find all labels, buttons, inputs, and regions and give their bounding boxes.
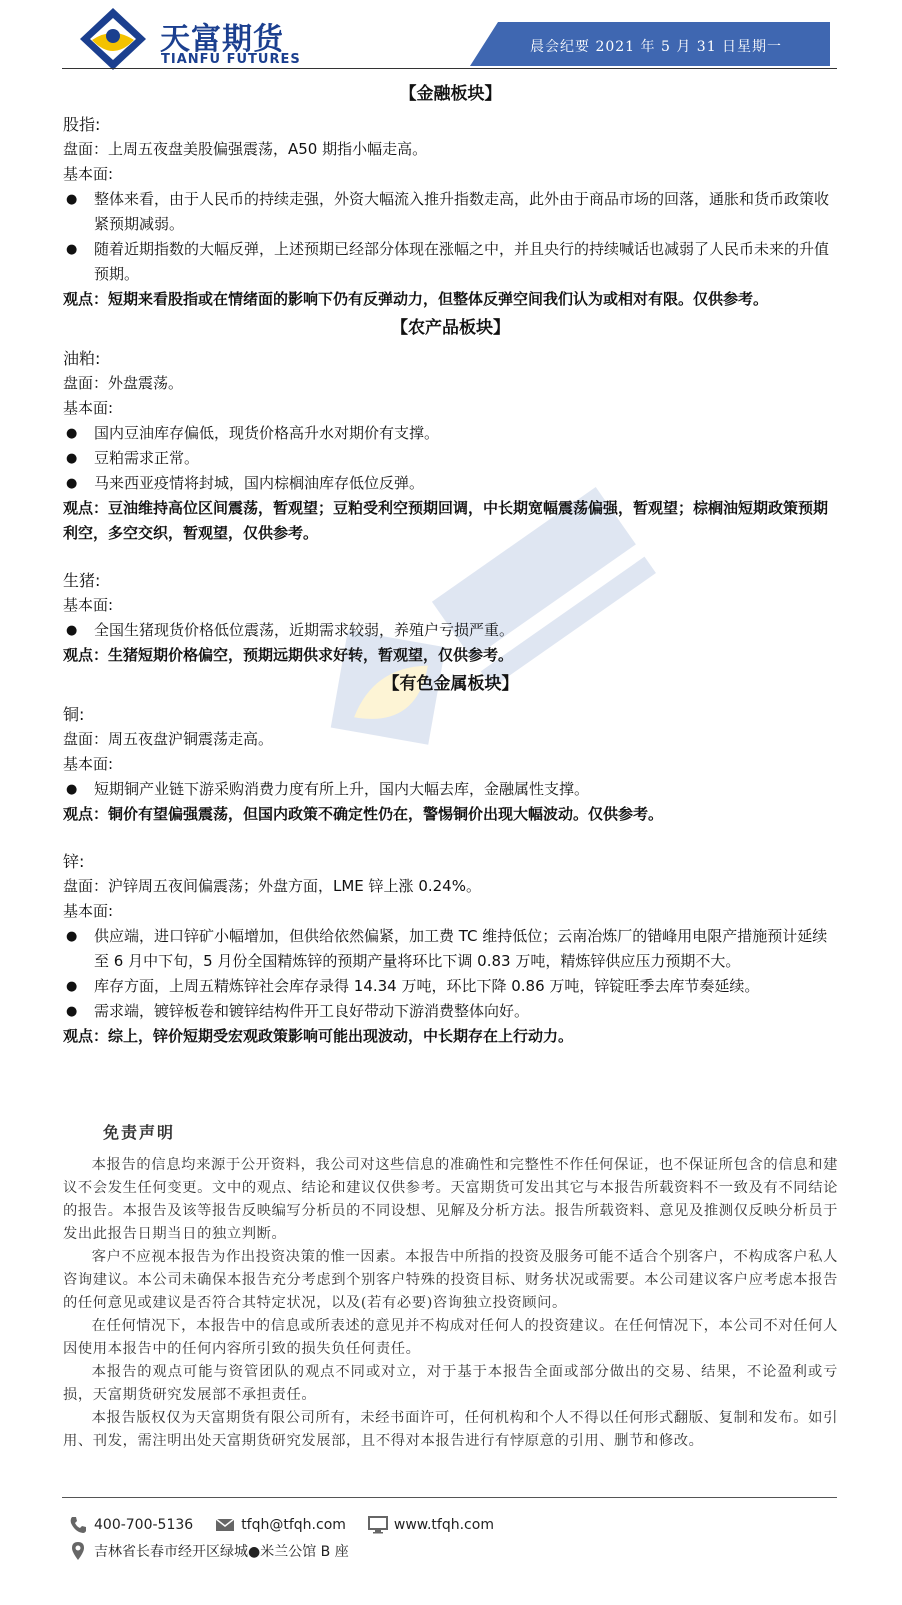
bullet-item: ● 国内豆油库存偏低，现货价格高升水对期价有支撑。 [63, 421, 838, 446]
view-text: 观点：生猪短期价格偏空，预期远期供求好转，暂观望，仅供参考。 [63, 646, 514, 664]
bullet-item: ● 短期铜产业链下游采购消费力度有所上升，国内大幅去库，金融属性支撑。 [63, 777, 838, 802]
bullet-dot-icon: ● [66, 929, 78, 944]
market-text: 盘面：周五夜盘沪铜震荡走高。 [63, 730, 274, 748]
bullet-dot-icon: ● [66, 623, 78, 638]
fundamentals-label: 基本面: [63, 399, 114, 417]
location-pin-icon [68, 1541, 88, 1561]
logo-chinese-name: 天富期货 [160, 22, 284, 57]
disclaimer-paragraph: 本报告版权仅为天富期货有限公司所有，未经书面许可，任何机构和个人不得以任何形式翻版、复制和发布。如引用、刊发，需注明出处天富期货研究发展部，且不得对本报告进行有悖原意的引用、删节和修改。 [63, 1410, 838, 1449]
mail-icon [215, 1515, 235, 1535]
market-text: 盘面：沪锌周五夜间偏震荡；外盘方面，LME 锌上涨 0.24%。 [63, 877, 481, 895]
market-text: 盘面：外盘震荡。 [63, 374, 184, 392]
disclaimer-paragraph: 在任何情况下，本报告中的信息或所表述的意见并不构成对任何人的投资建议。在任何情况下，本公司不对任何人因使用本报告中的任何内容所引致的损失负任何责任。 [63, 1318, 838, 1357]
footer-divider [62, 1497, 837, 1498]
contact-phone [68, 1515, 193, 1535]
report-date: 晨会纪要 2021 年 5 月 31 日星期一 [530, 39, 783, 55]
bullet-item: ● 需求端，镀锌板卷和镀锌结构件开工良好带动下游消费整体向好。 [63, 999, 838, 1024]
bullet-dot-icon: ● [66, 476, 78, 491]
bullet-dot-icon: ● [66, 242, 78, 257]
disclaimer-paragraph: 客户不应视本报告为作出投资决策的惟一因素。本报告中所指的投资及服务可能不适合个别客户，不构成客户私人咨询建议。本公司未确保本报告充分考虑到个别客户特殊的投资目标、财务状况或需要。本公司建议客户应考虑本报告的任何意见或建议是否符合其特定状况，以及(若有必要)咨询独立投资顾问。 [63, 1249, 838, 1311]
bullet-dot-icon: ● [66, 979, 78, 994]
disclaimer [63, 1120, 838, 1453]
disclaimer-paragraph: 本报告的观点可能与资管团队的观点不同或对立，对于基于本报告全面或部分做出的交易、结果，不论盈利或亏损，天富期货研究发展部不承担责任。 [63, 1364, 838, 1403]
fundamentals-label: 基本面: [63, 165, 114, 183]
header-divider [62, 68, 837, 69]
bullet-item: ● 豆粕需求正常。 [63, 446, 838, 471]
bullet-item: ● 全国生猪现货价格低位震荡，近期需求较弱，养殖户亏损严重。 [63, 618, 838, 643]
monitor-icon [368, 1515, 388, 1535]
bullet-dot-icon: ● [66, 451, 78, 466]
contact-email[interactable] [215, 1515, 346, 1535]
contact-address [68, 1541, 349, 1561]
report-body [63, 78, 838, 1049]
bullet-dot-icon: ● [66, 782, 78, 797]
email-address[interactable]: tfqh@tfqh.com [241, 1517, 346, 1533]
section-title-agri: 【农产品板块】 [391, 318, 510, 338]
section-title-metal: 【有色金属板块】 [382, 674, 519, 694]
view-text: 观点：铜价有望偏强震荡，但国内政策不确定性仍在，警惕铜价出现大幅波动。仅供参考。 [63, 805, 664, 823]
bullet-item: ● 整体来看，由于人民币的持续走强，外资大幅流入推升指数走高，此外由于商品市场的回落，通胀和货币政策收紧预期减弱。 [63, 187, 838, 237]
disclaimer-title: 免责声明 [103, 1123, 176, 1142]
contact-footer [68, 1512, 828, 1564]
phone-number: 400-700-5136 [94, 1517, 194, 1533]
bullet-dot-icon: ● [66, 192, 78, 207]
phone-icon [68, 1515, 88, 1535]
logo-english-name: TIANFU FUTURES [161, 52, 301, 67]
bullet-dot-icon: ● [66, 426, 78, 441]
address-text: 吉林省长春市经开区绿城●米兰公馆 B 座 [94, 1544, 349, 1560]
bullet-item: ● 库存方面，上周五精炼锌社会库存录得 14.34 万吨，环比下降 0.86 万吨，锌锭旺季去库节奏延续。 [63, 974, 838, 999]
report-header [0, 0, 902, 78]
view-text: 观点：豆油维持高位区间震荡，暂观望；豆粕受利空预期回调，中长期宽幅震荡偏强，暂观望；棕榈油短期政策预期利空，多空交织，暂观望，仅供参考。 [63, 499, 829, 542]
subsection-zinc: 锌: [63, 852, 85, 871]
subsection-hog: 生猪: [63, 571, 101, 590]
bullet-item: ● 供应端，进口锌矿小幅增加，但供给依然偏紧，加工费 TC 维持低位；云南冶炼厂的错峰用电限产措施预计延续至 6 月中下旬，5 月份全国精炼锌的预期产量将环比下调 0.83 万吨，精炼锌供应压力预期不大。 [63, 924, 838, 974]
market-text: 盘面：上周五夜盘美股偏强震荡，A50 期指小幅走高。 [63, 140, 428, 158]
fundamentals-label: 基本面: [63, 902, 114, 920]
bullet-dot-icon: ● [66, 1004, 78, 1019]
view-text: 观点：综上，锌价短期受宏观政策影响可能出现波动，中长期存在上行动力。 [63, 1027, 574, 1045]
section-title-finance: 【金融板块】 [399, 84, 502, 104]
tianfu-logo-icon [78, 6, 148, 72]
website-url[interactable]: www.tfqh.com [393, 1517, 494, 1533]
disclaimer-paragraph: 本报告的信息均来源于公开资料，我公司对这些信息的准确性和完整性不作任何保证，也不保证所包含的信息和建议不会发生任何变更。文中的观点、结论和建议仅供参考。天富期货可发出其它与本报告所载资料不一致及有不同结论的报告。本报告及该等报告反映编写分析员的不同设想、见解及分析方法。报告所载资料、意见及推测仅反映分析员于发出此报告日期当日的独立判断。 [63, 1157, 838, 1242]
contact-website[interactable] [368, 1515, 494, 1535]
subsection-oil: 油粕: [63, 349, 101, 368]
bullet-item: ● 随着近期指数的大幅反弹，上述预期已经部分体现在涨幅之中，并且央行的持续喊话也减弱了人民币未来的升值预期。 [63, 237, 838, 287]
subsection-index: 股指: [63, 115, 101, 134]
view-text: 观点：短期来看股指或在情绪面的影响下仍有反弹动力，但整体反弹空间我们认为或相对有限。仅供参考。 [63, 290, 769, 308]
subsection-copper: 铜: [63, 705, 85, 724]
bullet-item: ● 马来西亚疫情将封城，国内棕榈油库存低位反弹。 [63, 471, 838, 496]
fundamentals-label: 基本面: [63, 755, 114, 773]
fundamentals-label: 基本面: [63, 596, 114, 614]
